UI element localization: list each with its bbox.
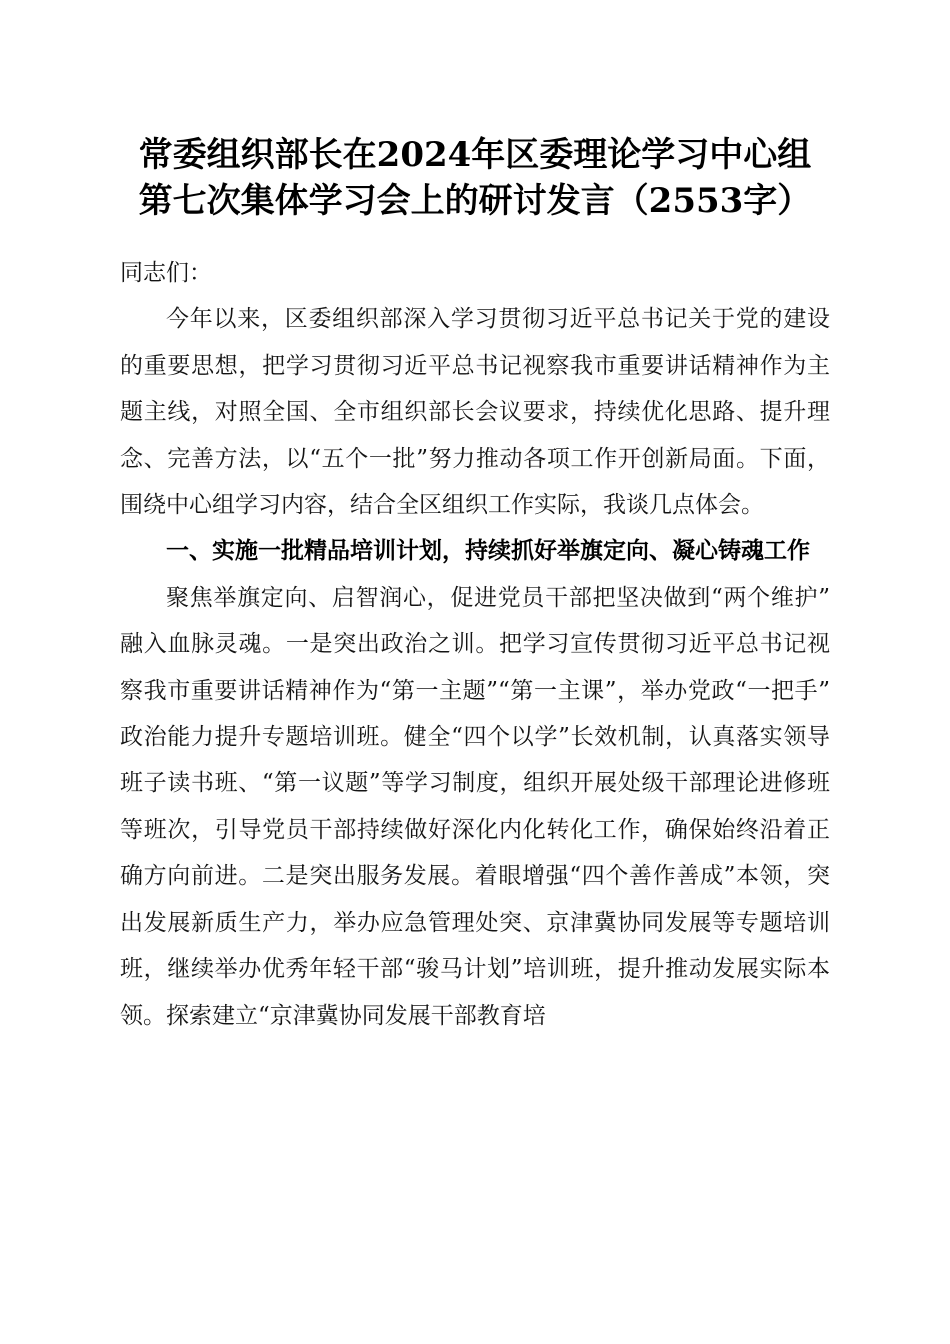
title-line-1: 常委组织部长在2024年区委理论学习中心组 <box>138 135 812 175</box>
intro-paragraph: 今年以来，区委组织部深入学习贯彻习近平总书记关于党的建设的重要思想，把学习贯彻习近平总书记视察我市重要讲话精神作为主题主线，对照全国、全市组织部长会议要求，持续优化思路、提升理念、完善方法，以“五个一批”努力推动各项工作开创新局面。下面，围绕中心组学习内容，结合全区组织工作实际，我谈几点体会。 <box>120 306 830 519</box>
salutation: 同志们： <box>120 260 212 286</box>
title-line-2: 第七次集体学习会上的研讨发言（2553字） <box>138 181 812 221</box>
section-heading-1: 一、实施一批精品培训计划，持续抓好举旗定向、凝心铸魂工作 <box>166 538 810 565</box>
document-title <box>0 132 950 224</box>
section-1-paragraph: 聚焦举旗定向、启智润心，促进党员干部把坚决做到“两个维护”融入血脉灵魂。一是突出政治之训。把学习宣传贯彻习近平总书记视察我市重要讲话精神作为“第一主题”“第一主课”，举办党政“一把手”政治能力提升专题培训班。健全“四个以学”长效机制，认真落实领导班子读书班、“第一议题”等学习制度，组织开展处级干部理论进修班等班次，引导党员干部持续做好深化内化转化工作，确保始终沿着正确方向前进。二是突出服务发展。着眼增强“四个善作善成”本领，突出发展新质生产力，举办应急管理处突、京津冀协同发展等专题培训班，继续举办优秀年轻干部“骏马计划”培训班，提升推动发展实际本领。探索建立“京津冀协同发展干部教育培 <box>120 584 830 1029</box>
document-body <box>120 250 830 1039</box>
